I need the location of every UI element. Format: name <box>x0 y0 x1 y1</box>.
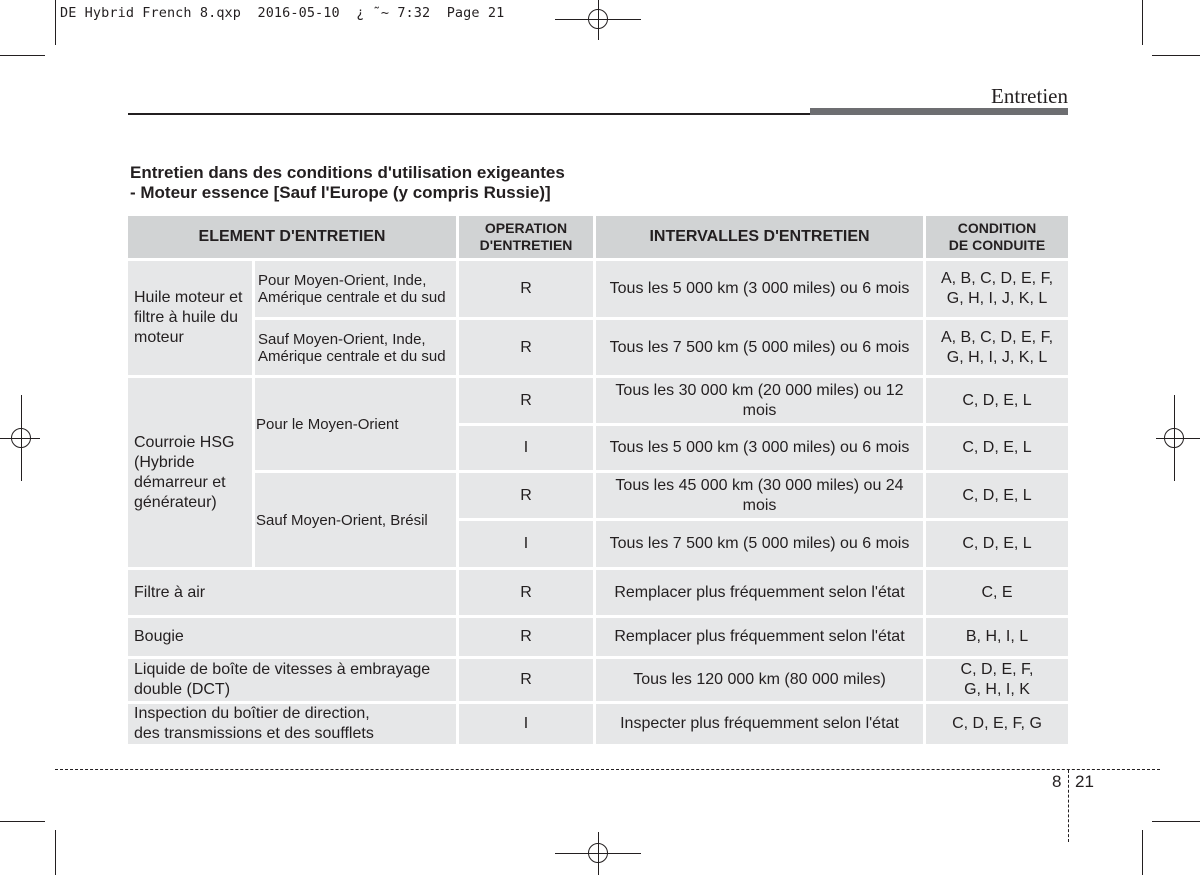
item-spark-plug: Bougie <box>128 618 456 656</box>
trim-mark <box>55 830 56 875</box>
trim-mark <box>55 0 56 45</box>
trim-mark <box>1152 821 1200 822</box>
sub-oil-1: Pour Moyen-Orient, Inde, Amérique centrale et du sud <box>255 261 456 317</box>
registration-mark-right <box>1156 395 1200 481</box>
footer-divider <box>1068 770 1069 842</box>
section-title-line2: - Moteur essence [Sauf l'Europe (y compris Russie)] <box>130 183 551 202</box>
interval-spark-plug: Remplacer plus fréquemment selon l'état <box>596 618 923 656</box>
cond-oil-2: A, B, C, D, E, F, G, H, I, J, K, L <box>926 320 1068 375</box>
interval-oil-2: Tous les 7 500 km (5 000 miles) ou 6 mois <box>596 320 923 375</box>
op-air-filter: R <box>459 570 593 615</box>
item-dct-fluid: Liquide de boîte de vitesses à embrayage double (DCT) <box>128 659 456 701</box>
header-element: ELEMENT D'ENTRETIEN <box>128 216 456 258</box>
sub-hsg-1: Pour le Moyen-Orient <box>255 378 456 470</box>
header-condition: CONDITION DE CONDUITE <box>926 216 1068 258</box>
interval-dct-fluid: Tous les 120 000 km (80 000 miles) <box>596 659 923 701</box>
registration-mark-left <box>0 395 40 481</box>
op-hsg-3: R <box>459 473 593 518</box>
cond-spark-plug: B, H, I, L <box>926 618 1068 656</box>
header-intervals: INTERVALLES D'ENTRETIEN <box>596 216 923 258</box>
item-steering-inspection: Inspection du boîtier de direction, des transmissions et des soufflets <box>128 704 456 744</box>
interval-hsg-1: Tous les 30 000 km (20 000 miles) ou 12 mois <box>596 378 923 423</box>
header-rule <box>128 113 810 115</box>
op-steering-inspection: I <box>459 704 593 744</box>
trim-mark <box>1152 55 1200 56</box>
op-hsg-1: R <box>459 378 593 423</box>
interval-oil-1: Tous les 5 000 km (3 000 miles) ou 6 mois <box>596 261 923 317</box>
page-number: 21 <box>1075 772 1094 791</box>
op-spark-plug: R <box>459 618 593 656</box>
header-rule-accent <box>810 108 1068 115</box>
cond-hsg-2: C, D, E, L <box>926 426 1068 470</box>
sub-oil-2: Sauf Moyen-Orient, Inde, Amérique centrale et du sud <box>255 320 456 375</box>
trim-mark <box>1142 0 1143 45</box>
sub-hsg-2: Sauf Moyen-Orient, Brésil <box>255 473 456 567</box>
print-slug: DE Hybrid French 8.qxp 2016-05-10 ¿ ˜~ 7:32 Page 21 <box>60 5 505 21</box>
interval-hsg-3: Tous les 45 000 km (30 000 miles) ou 24 mois <box>596 473 923 518</box>
interval-air-filter: Remplacer plus fréquemment selon l'état <box>596 570 923 615</box>
header-operation: OPERATION D'ENTRETIEN <box>459 216 593 258</box>
interval-hsg-4: Tous les 7 500 km (5 000 miles) ou 6 mois <box>596 521 923 567</box>
chapter-number: 8 <box>1052 772 1062 791</box>
footer-rule <box>55 769 1160 770</box>
trim-mark <box>1142 830 1143 875</box>
registration-mark-bottom <box>555 832 641 875</box>
section-title-line1: Entretien dans des conditions d'utilisation exigeantes <box>130 163 565 182</box>
op-oil-2: R <box>459 320 593 375</box>
cond-hsg-1: C, D, E, L <box>926 378 1068 423</box>
trim-mark <box>0 821 45 822</box>
cond-air-filter: C, E <box>926 570 1068 615</box>
cond-hsg-3: C, D, E, L <box>926 473 1068 518</box>
interval-hsg-2: Tous les 5 000 km (3 000 miles) ou 6 mois <box>596 426 923 470</box>
cond-hsg-4: C, D, E, L <box>926 521 1068 567</box>
cond-oil-1: A, B, C, D, E, F, G, H, I, J, K, L <box>926 261 1068 317</box>
trim-mark <box>0 55 45 56</box>
op-hsg-2: I <box>459 426 593 470</box>
op-oil-1: R <box>459 261 593 317</box>
section-title <box>130 163 565 203</box>
cond-steering-inspection: C, D, E, F, G <box>926 704 1068 744</box>
item-oil: Huile moteur et filtre à huile du moteur <box>128 261 252 375</box>
item-air-filter: Filtre à air <box>128 570 456 615</box>
running-header-title: Entretien <box>991 84 1068 108</box>
registration-mark-top <box>555 0 641 40</box>
op-dct-fluid: R <box>459 659 593 701</box>
interval-steering-inspection: Inspecter plus fréquemment selon l'état <box>596 704 923 744</box>
op-hsg-4: I <box>459 521 593 567</box>
item-hsg: Courroie HSG (Hybride démarreur et générateur) <box>128 378 252 567</box>
cond-dct-fluid: C, D, E, F, G, H, I, K <box>926 659 1068 701</box>
